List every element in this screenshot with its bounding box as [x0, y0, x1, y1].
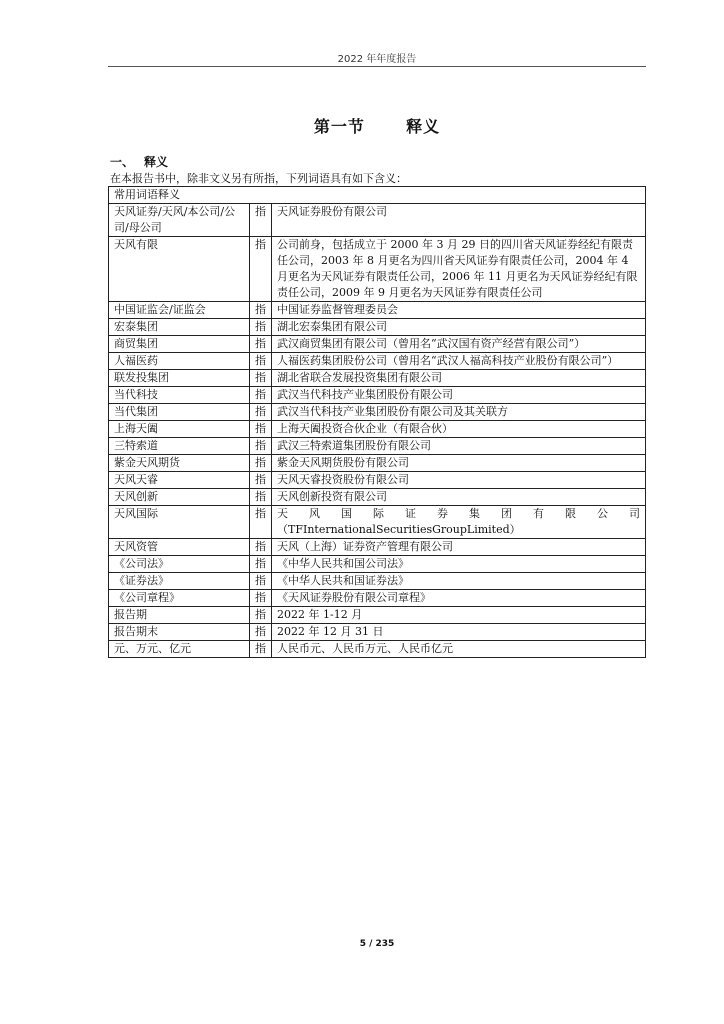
separator-cell: 指: [250, 336, 272, 353]
table-row: [109, 506, 646, 539]
page-header: 2022 年年度报告: [337, 54, 417, 65]
separator-cell: 指: [250, 607, 272, 624]
section-title: [108, 114, 646, 137]
definition-cell: 天风证券股份有限公司: [272, 204, 646, 237]
definition-cell: 中国证券监督管理委员会: [272, 302, 646, 319]
table-caption: 常用词语释义: [109, 187, 646, 204]
table-row: [109, 421, 646, 438]
term-cell: 《证券法》: [109, 573, 250, 590]
term-cell: 当代科技: [109, 387, 250, 404]
table-row: [109, 539, 646, 556]
term-cell: 三特索道: [109, 438, 250, 455]
definition-cell: 人福医药集团股份公司（曾用名“武汉人福高科技产业股份有限公司”）: [272, 353, 646, 370]
table-row: [109, 590, 646, 607]
separator-cell: 指: [250, 573, 272, 590]
separator-cell: 指: [250, 387, 272, 404]
separator-cell: 指: [250, 204, 272, 237]
separator-cell: 指: [250, 489, 272, 506]
term-cell: 联发投集团: [109, 370, 250, 387]
table-row: [109, 336, 646, 353]
term-cell: 天风天睿: [109, 472, 250, 489]
separator-cell: 指: [250, 641, 272, 658]
definition-cell: 《中华人民共和国证券法》: [272, 573, 646, 590]
separator-cell: 指: [250, 237, 272, 302]
definition-cell: 上海天阖投资合伙企业（有限合伙）: [272, 421, 646, 438]
term-cell: 报告期: [109, 607, 250, 624]
separator-cell: 指: [250, 302, 272, 319]
separator-cell: 指: [250, 404, 272, 421]
table-row: [109, 204, 646, 237]
separator-cell: 指: [250, 353, 272, 370]
table-row: [109, 455, 646, 472]
table-row: [109, 353, 646, 370]
definition-cell: 公司前身，包括成立于 2000 年 3 月 29 日的四川省天风证券经纪有限责任公司，2003 年 8 月更名为四川省天风证券有限责任公司，2004 年 4 月更名为天风证券有限责任公司，2006 年 11 月更名为天风证券经纪有限责任公司，2009 年 9 月更名为天风证券有限责任公司: [272, 237, 646, 302]
separator-cell: 指: [250, 370, 272, 387]
separator-cell: 指: [250, 319, 272, 336]
section-name: 释义: [406, 117, 441, 136]
definition-cell: 湖北宏泰集团有限公司: [272, 319, 646, 336]
table-row: [109, 237, 646, 302]
heading-number: 一、: [110, 155, 135, 169]
separator-cell: 指: [250, 506, 272, 539]
term-cell: 上海天阖: [109, 421, 250, 438]
separator-cell: 指: [250, 624, 272, 641]
definition-cell: 武汉当代科技产业集团股份有限公司: [272, 387, 646, 404]
definition-cell: 2022 年 1-12 月: [272, 607, 646, 624]
separator-cell: 指: [250, 556, 272, 573]
term-cell: 人福医药: [109, 353, 250, 370]
table-row: [109, 556, 646, 573]
subsection-heading: [110, 153, 168, 170]
table-caption-row: [109, 187, 646, 204]
term-cell: 报告期末: [109, 624, 250, 641]
term-cell: 商贸集团: [109, 336, 250, 353]
definition-cell: 《天风证券股份有限公司章程》: [272, 590, 646, 607]
definitions-table: [108, 186, 646, 658]
definition-cell: 天风天睿投资股份有限公司: [272, 472, 646, 489]
intro-text: 在本报告书中，除非文义另有所指，下列词语具有如下含义：: [110, 172, 407, 185]
term-cell: 天风证券/天风/本公司/公司/母公司: [109, 204, 250, 237]
definition-cell: 《中华人民共和国公司法》: [272, 556, 646, 573]
separator-cell: 指: [250, 438, 272, 455]
term-cell: 《公司章程》: [109, 590, 250, 607]
definition-cell: 天风创新投资有限公司: [272, 489, 646, 506]
term-cell: 天风有限: [109, 237, 250, 302]
definition-cell: 武汉三特索道集团股份有限公司: [272, 438, 646, 455]
separator-cell: 指: [250, 472, 272, 489]
term-cell: 天风国际: [109, 506, 250, 539]
term-cell: 元、万元、亿元: [109, 641, 250, 658]
table-row: [109, 319, 646, 336]
table-row: [109, 404, 646, 421]
term-cell: 宏泰集团: [109, 319, 250, 336]
definition-cell: 2022 年 12 月 31 日: [272, 624, 646, 641]
term-cell: 紫金天风期货: [109, 455, 250, 472]
table-row: [109, 573, 646, 590]
term-cell: 天风资管: [109, 539, 250, 556]
table-row: [109, 387, 646, 404]
term-cell: 《公司法》: [109, 556, 250, 573]
term-cell: 当代集团: [109, 404, 250, 421]
table-row: [109, 472, 646, 489]
table-row: [109, 607, 646, 624]
separator-cell: 指: [250, 421, 272, 438]
definition-cell: 天风（上海）证券资产管理有限公司: [272, 539, 646, 556]
term-cell: 天风创新: [109, 489, 250, 506]
table-row: [109, 489, 646, 506]
definition-cell: 湖北省联合发展投资集团有限公司: [272, 370, 646, 387]
heading-label: 释义: [144, 155, 169, 169]
definition-cell: 武汉当代科技产业集团股份有限公司及其关联方: [272, 404, 646, 421]
separator-cell: 指: [250, 455, 272, 472]
table-row: [109, 438, 646, 455]
table-row: [109, 624, 646, 641]
table-row: [109, 370, 646, 387]
definition-cell: 紫金天风期货股份有限公司: [272, 455, 646, 472]
separator-cell: 指: [250, 539, 272, 556]
section-number: 第一节: [313, 117, 365, 136]
table-row: [109, 302, 646, 319]
table-row: [109, 641, 646, 658]
definition-line-english: （TFInternationalSecuritiesGroupLimited）: [277, 523, 521, 536]
definition-cell: [272, 506, 646, 539]
term-cell: 中国证监会/证监会: [109, 302, 250, 319]
definition-cell: 人民币元、人民币万元、人民币亿元: [272, 641, 646, 658]
definition-line: 天 风 国 际 证 券 集 团 有 限 公 司: [277, 507, 640, 520]
definition-cell: 武汉商贸集团有限公司（曾用名“武汉国有资产经营有限公司”）: [272, 336, 646, 353]
separator-cell: 指: [250, 590, 272, 607]
header-divider: [108, 66, 646, 67]
page-number: 5 / 235: [359, 939, 395, 949]
